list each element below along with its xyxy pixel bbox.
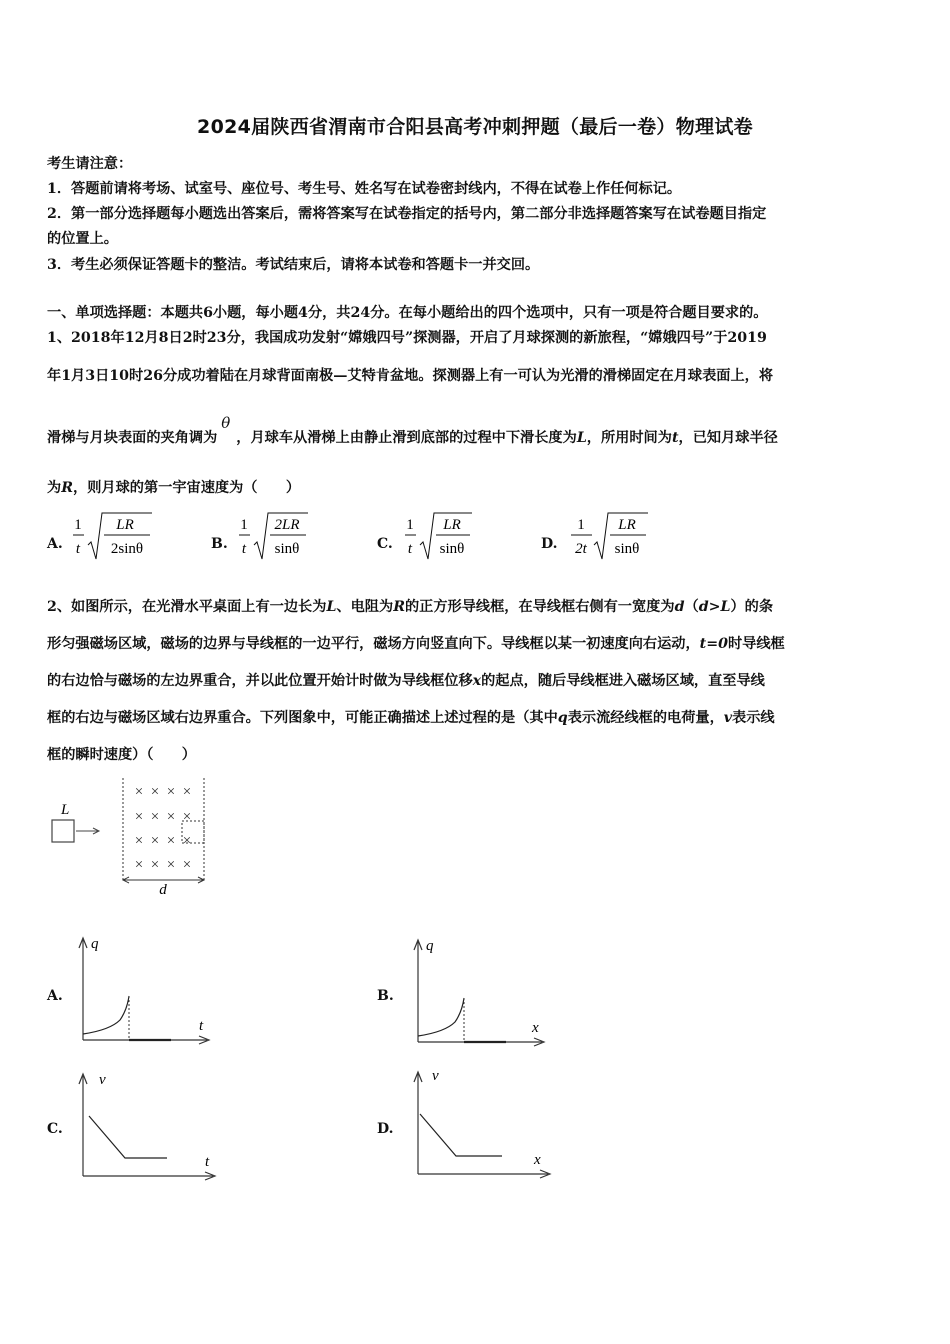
square-wire-frame bbox=[52, 820, 74, 842]
q2-line: 框的右边与磁场区域右边界重合。下列图象中，可能正确描述上述过程的是（其中q表示流经线框的电荷量，v表示线 bbox=[47, 710, 775, 726]
option-c-formula bbox=[402, 507, 492, 567]
option-b-formula bbox=[236, 507, 326, 567]
graph-a-q-t bbox=[75, 930, 215, 1045]
q2-line: 框的瞬时速度）（ ） bbox=[47, 747, 196, 763]
notice-item: 的位置上。 bbox=[47, 231, 118, 247]
notice-heading: 考生请注意： bbox=[47, 156, 133, 172]
q1-line: 年1月3日10时26分成功着陆在月球背面南极—艾特肯盆地。探测器上有一可认为光滑的滑梯固定在月球表面上，将 bbox=[47, 368, 774, 384]
graph-a-label: A. bbox=[47, 988, 63, 1004]
notice-item: 1．答题前请将考场、试室号、座位号、考生号、姓名写在试卷密封线内，不得在试卷上作任何标记。 bbox=[47, 181, 682, 197]
option-d-label: D. bbox=[541, 536, 558, 552]
curve bbox=[83, 996, 129, 1034]
svg-text:sinθ: sinθ bbox=[439, 541, 465, 557]
field-crosses bbox=[135, 784, 191, 873]
q1-line: 1、2018年12月8日2时23分，我国成功发射“嫦娥四号”探测器，开启了月球探测的新旅程，“嫦娥四号”于2019 bbox=[47, 330, 767, 346]
graph-c-label: C. bbox=[47, 1121, 63, 1137]
graph-d-v-x bbox=[410, 1064, 555, 1179]
svg-text:×: × bbox=[150, 784, 160, 800]
svg-text:×: × bbox=[166, 833, 176, 849]
svg-text:×: × bbox=[166, 809, 176, 825]
svg-text:LR: LR bbox=[618, 517, 636, 533]
q2-line: 形匀强磁场区域，磁场的边界与导线框的一边平行，磁场方向竖直向下。导线框以某一初速度向右运动，t=0时导线框 bbox=[47, 636, 785, 652]
svg-text:sinθ: sinθ bbox=[274, 541, 300, 557]
option-d-formula bbox=[568, 507, 660, 567]
x-axis-label: t bbox=[199, 1018, 204, 1034]
svg-text:×: × bbox=[134, 833, 144, 849]
svg-text:LR: LR bbox=[443, 517, 461, 533]
y-axis-label: v bbox=[99, 1072, 106, 1088]
graph-b-label: B. bbox=[377, 988, 394, 1004]
svg-text:×: × bbox=[150, 809, 160, 825]
q1-line: 滑梯与月块表面的夹角调为θ，月球车从滑梯上由静止滑到底部的过程中下滑长度为L，所用时间为t，已知月球半径 bbox=[47, 414, 778, 446]
svg-text:t: t bbox=[241, 541, 247, 557]
svg-text:×: × bbox=[150, 833, 160, 849]
svg-text:×: × bbox=[182, 809, 192, 825]
section-header: 一、单项选择题：本题共6小题，每小题4分，共24分。在每小题给出的四个选项中，只有一项是符合题目要求的。 bbox=[47, 305, 768, 321]
svg-text:×: × bbox=[182, 833, 192, 849]
graph-b-q-x bbox=[410, 932, 550, 1047]
svg-text:t: t bbox=[75, 541, 81, 557]
option-c-label: C. bbox=[377, 536, 393, 552]
svg-text:×: × bbox=[182, 784, 192, 800]
page-title: 2024届陕西省渭南市合阳县高考冲刺押题（最后一卷）物理试卷 bbox=[197, 116, 753, 138]
field-width-label: d bbox=[159, 882, 167, 897]
svg-text:×: × bbox=[166, 784, 176, 800]
option-a-formula bbox=[70, 507, 160, 567]
svg-text:×: × bbox=[150, 857, 160, 873]
svg-text:×: × bbox=[134, 784, 144, 800]
frame-length-label: L bbox=[61, 802, 70, 818]
svg-text:1: 1 bbox=[406, 517, 414, 533]
svg-text:2t: 2t bbox=[575, 541, 587, 557]
svg-text:t: t bbox=[407, 541, 413, 557]
notice-item: 2．第一部分选择题每小题选出答案后，需将答案写在试卷指定的括号内，第二部分非选择题答案写在试卷题目指定 bbox=[47, 206, 767, 222]
magnetic-field-figure bbox=[44, 772, 214, 897]
graph-d-label: D. bbox=[377, 1121, 394, 1137]
svg-text:×: × bbox=[166, 857, 176, 873]
svg-text:1: 1 bbox=[74, 517, 82, 533]
svg-text:×: × bbox=[134, 857, 144, 873]
y-axis-label: q bbox=[426, 938, 434, 954]
graph-c-v-t bbox=[75, 1066, 220, 1181]
svg-text:1: 1 bbox=[577, 517, 585, 533]
notice-item: 3．考生必须保证答题卡的整洁。考试结束后，请将本试卷和答题卡一并交回。 bbox=[47, 257, 540, 273]
curve bbox=[418, 998, 464, 1036]
svg-text:sinθ: sinθ bbox=[614, 541, 640, 557]
svg-text:1: 1 bbox=[240, 517, 248, 533]
svg-text:×: × bbox=[182, 857, 192, 873]
y-axis-label: q bbox=[91, 936, 99, 952]
theta-symbol: θ bbox=[221, 414, 231, 432]
velocity-line bbox=[420, 1114, 502, 1156]
svg-text:×: × bbox=[134, 809, 144, 825]
q1-line: 为R，则月球的第一宇宙速度为（ ） bbox=[47, 480, 301, 496]
q2-line: 的右边恰与磁场的左边界重合，并以此位置开始计时做为导线框位移x的起点，随后导线框进入磁场区域，直至导线 bbox=[47, 673, 765, 689]
y-axis-label: v bbox=[432, 1068, 439, 1084]
x-axis-label: t bbox=[205, 1154, 210, 1170]
velocity-line bbox=[89, 1116, 167, 1158]
x-axis-label: x bbox=[534, 1152, 541, 1168]
q2-line: 2、如图所示，在光滑水平桌面上有一边长为L、电阻为R的正方形导线框，在导线框右侧有一宽度为d（d>L）的条 bbox=[47, 599, 774, 615]
svg-text:2sinθ: 2sinθ bbox=[110, 541, 144, 557]
svg-text:LR: LR bbox=[116, 517, 134, 533]
option-a-label: A. bbox=[47, 536, 63, 552]
x-axis-label: x bbox=[532, 1020, 539, 1036]
svg-text:2LR: 2LR bbox=[274, 517, 300, 533]
option-b-label: B. bbox=[211, 536, 228, 552]
